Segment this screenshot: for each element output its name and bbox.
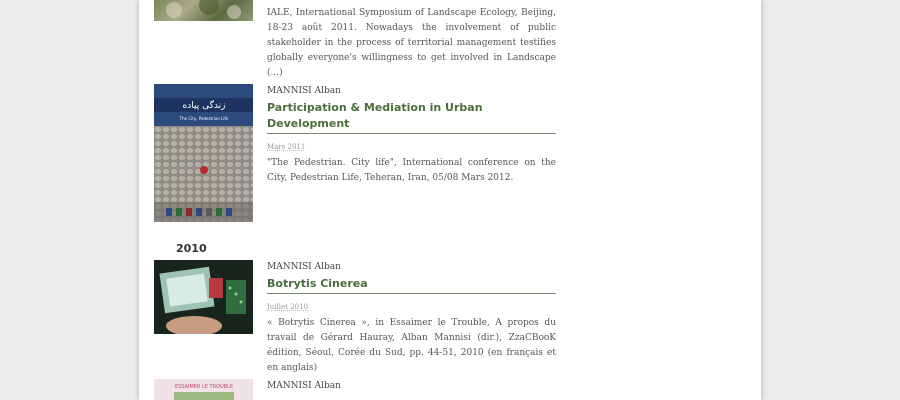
entry-date: Juillet 2010	[267, 303, 309, 311]
poster-caption: The City, Pedestrian Life	[179, 116, 229, 121]
poster-image	[154, 379, 253, 400]
entry-thumbnail[interactable]	[154, 379, 253, 400]
publications-page	[139, 0, 761, 400]
publication-entry	[267, 3, 556, 81]
entry-author: MANNISI Alban	[267, 381, 341, 391]
publication-entry	[267, 261, 556, 376]
publication-entry	[267, 85, 556, 186]
entry-thumbnail[interactable]	[154, 0, 253, 21]
year-heading: 2010	[176, 242, 207, 255]
landscape-image	[154, 0, 253, 21]
poster-image	[154, 84, 253, 222]
installation-image	[154, 260, 253, 334]
entry-title-link[interactable]: Botrytis Cinerea	[267, 276, 556, 294]
entry-thumbnail[interactable]	[154, 84, 253, 222]
entry-title-link[interactable]: Participation & Mediation in Urban Development	[267, 100, 556, 134]
entry-description: IALE, International Symposium of Landscape Ecology, Beijing, 18-23 août 2011. Nowadays the involvement of public stakeholder in the process of territorial management testifies globally everyone's willingness to get involved in Landscape (...)	[267, 8, 556, 78]
entry-description: "The Pedestrian. City life", International conference on the City, Pedestrian Life, Teheran, Iran, 05/08 Mars 2012.	[267, 158, 556, 183]
svg-text:زندگی پیاده: زندگی پیاده	[182, 101, 226, 111]
entry-author: MANNISI Alban	[267, 262, 341, 272]
publication-entry	[267, 380, 556, 392]
entry-author: MANNISI Alban	[267, 86, 341, 96]
entry-description: « Botrytis Cinerea », in Essaimer le Trouble, A propos du travail de Gérard Hauray, Alban Mannisi (dir.), ZzaCBooK édition, Séoul, Corée du Sud, pp. 44-51, 2010 (en français et en anglais)	[267, 318, 556, 373]
entry-date: Mars 2011	[267, 143, 306, 151]
entry-thumbnail[interactable]	[154, 260, 253, 334]
poster-caption: ESSAIMER LE TROUBLE	[174, 384, 234, 390]
